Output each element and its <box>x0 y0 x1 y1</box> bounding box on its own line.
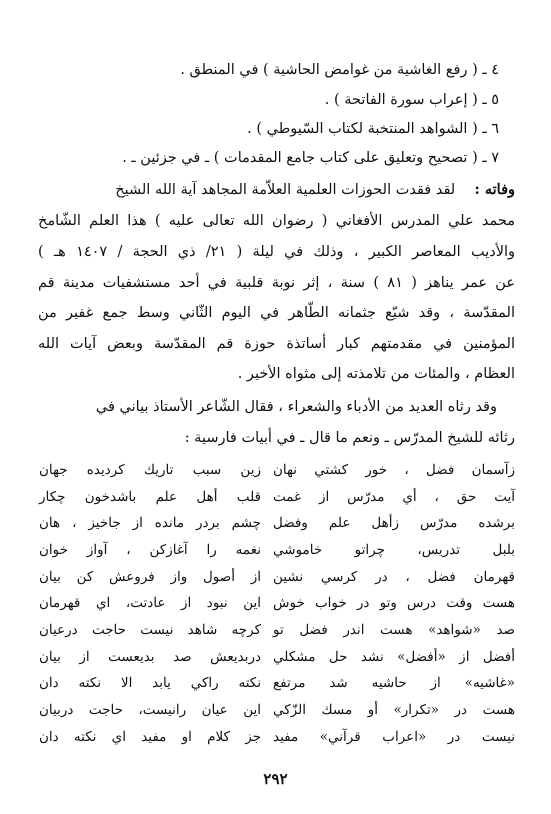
poem-verse: أفضل از «أفضل» نشد حل مشكلي <box>273 649 515 665</box>
paragraph-line: المقدّسة ، وقد شيّع جثمانه الطّاهر في اليوم الثّاني وسط جمع غفير من <box>38 305 515 321</box>
paragraph-line: عن عمر يناهز ( ٨١ ) سنة ، إثر نوبة قلبية في أحد مستشفيات مدينة قم <box>38 275 515 291</box>
poem-verse: نيست در «اعراب قرآني» مفيد <box>273 729 515 745</box>
section-heading: وفاته : <box>474 181 515 198</box>
poem-verse: اين نبود از عادتت، اي قهرمان <box>39 595 261 611</box>
poem-verse: برشده مدرّس زأهل علم وفضل <box>273 515 515 531</box>
poem-verse: زآسمان فضل ، خور كشتي نهان <box>273 462 515 478</box>
poem-verse: جز كلام او مفيد اي نكته دان <box>39 729 261 745</box>
poem-verse: هست در «تكرار» أو مسك الزّكي <box>273 702 515 718</box>
paragraph-line: المؤمنين في مقدمتهم كبار أساتذة حوزة قم المقدّسة وبعض آيات الله <box>38 336 515 352</box>
paragraph-line: محمد علي المدرس الأفغاني ( رضوان الله تعالى عليه ) هذا العلم الشّامخ <box>38 213 515 229</box>
poem-left-column <box>39 0 261 814</box>
poem-verse: قهرمان فضل ، در كرسي نشين <box>273 569 515 585</box>
poem-verse: چشم بردر مانده از جاخيز ، هان <box>39 515 261 531</box>
poem-verse: نغمه را آغازكن ، آواز خوان <box>39 542 261 558</box>
poem-right-column <box>273 0 515 814</box>
paragraph-line: والأديب المعاصر الكبير ، وذلك في ليلة ( ٢١/ ذي الحجة / ١٤٠٧ هـ ) <box>38 244 515 260</box>
poem-verse: صد «شواهد» هست اندر فضل تو <box>273 622 515 638</box>
poem-verse: آيت حق ، أي مدرّس از غمت <box>273 489 515 505</box>
poem-verse: بلبل تدريس، چراتو خاموشي <box>273 542 515 558</box>
works-list-item: ٤ ـ ( رفع الغاشية من غوامض الحاشية ) في المنطق . <box>180 62 499 78</box>
poem-verse: زين سبب تاريك كرديده جهان <box>39 462 261 478</box>
works-list-item: ٥ ـ ( إعراب سورة الفاتحة ) . <box>324 92 499 108</box>
poem-verse: هست وقت درس وتو در خواب خوش <box>273 595 515 611</box>
poem-verse: دربديعش صد بديعست از بيان <box>39 649 261 665</box>
works-list-item: ٦ ـ ( الشواهد المنتخبة لكتاب السّيوطي ) . <box>247 121 499 137</box>
poem-verse: كرچه شاهد نيست حاجت درعيان <box>39 622 261 638</box>
poem-verse: نكته راكي يابد الا نكته دان <box>39 675 261 691</box>
poem-verse: قلب أهل علم باشدخون چكار <box>39 489 261 505</box>
poem-verse: «غاشيه» از حاشيه شد مرتفع <box>273 675 515 691</box>
paragraph-text: لقد فقدت الحوزات العلمية العلاّمة المجاهد آية الله الشيخ <box>115 182 456 198</box>
paragraph-line: رثائه للشيخ المدرّس ـ ونعم ما قال ـ في أبيات فارسية : <box>184 430 515 446</box>
works-list-item: ٧ ـ ( تصحيح وتعليق على كتاب جامع المقدمات ) ـ في جزئين ـ . <box>122 150 499 166</box>
poem-verse: اين عيان رانيست، حاجت دربيان <box>39 702 261 718</box>
paragraph-line: العظام ، والمئات من تلامذته إلى مثواه الأخير . <box>237 366 515 382</box>
paragraph-line: وقد رثاه العديد من الأدباء والشعراء ، فقال الشّاعر الأستاذ بياني في <box>95 399 497 415</box>
page-number: ٢٩٢ <box>263 770 288 788</box>
poem-verse: از أصول واز فروعش كن بيان <box>39 569 261 585</box>
